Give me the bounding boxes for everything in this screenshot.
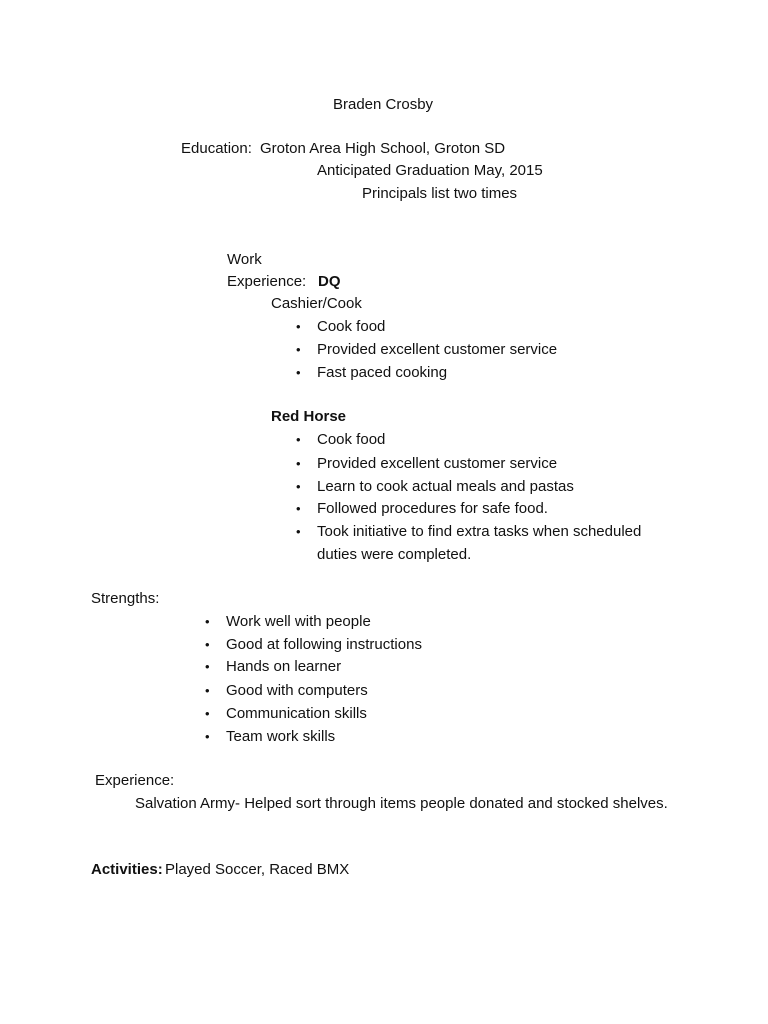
red-horse-duty: Provided excellent customer service (317, 455, 558, 472)
resume-name: Braden Crosby (333, 96, 434, 113)
dq-duty: Cook food (317, 318, 386, 335)
activities-text: Played Soccer, Raced BMX (165, 861, 350, 878)
red-horse-duty: Cook food (317, 431, 386, 448)
strength-item: Good with computers (226, 682, 368, 699)
bullet-icon: • (205, 706, 210, 721)
job-employer-dq: DQ (318, 273, 341, 290)
bullet-icon: • (205, 637, 210, 652)
strength-item: Team work skills (226, 728, 336, 745)
education-graduation: Anticipated Graduation May, 2015 (317, 162, 543, 179)
education-label: Education: (181, 140, 252, 157)
bullet-icon: • (205, 614, 210, 629)
experience-label: Experience: (95, 772, 175, 789)
bullet-icon: • (296, 501, 301, 516)
red-horse-duty: Took initiative to find extra tasks when scheduled (317, 523, 642, 540)
strength-item: Good at following instructions (226, 636, 422, 653)
education-school: Groton Area High School, Groton SD (260, 140, 506, 157)
strength-item: Work well with people (226, 613, 371, 630)
bullet-icon: • (205, 683, 210, 698)
experience-text: Salvation Army- Helped sort through items people donated and stocked shelves. (135, 795, 668, 812)
job-employer-red-horse: Red Horse (271, 408, 347, 425)
strength-item: Communication skills (226, 705, 367, 722)
bullet-icon: • (296, 456, 301, 471)
work-label-line2: Experience: (227, 273, 307, 290)
red-horse-duty: Followed procedures for safe food. (317, 500, 548, 517)
dq-duty: Fast paced cooking (317, 364, 448, 381)
bullet-icon: • (296, 365, 301, 380)
bullet-icon: • (296, 479, 301, 494)
dq-duty: Provided excellent customer service (317, 341, 558, 358)
red-horse-duty-continuation: duties were completed. (317, 546, 472, 563)
bullet-icon: • (296, 432, 301, 447)
bullet-icon: • (205, 729, 210, 744)
strengths-label: Strengths: (91, 590, 160, 607)
bullet-icon: • (296, 342, 301, 357)
strength-item: Hands on learner (226, 658, 342, 675)
bullet-icon: • (296, 524, 301, 539)
education-honor: Principals list two times (362, 185, 518, 202)
activities-label: Activities: (91, 861, 163, 878)
bullet-icon: • (296, 319, 301, 334)
job-role-dq: Cashier/Cook (271, 295, 362, 312)
bullet-icon: • (205, 659, 210, 674)
work-label-line1: Work (227, 251, 262, 268)
red-horse-duty: Learn to cook actual meals and pastas (317, 478, 574, 495)
